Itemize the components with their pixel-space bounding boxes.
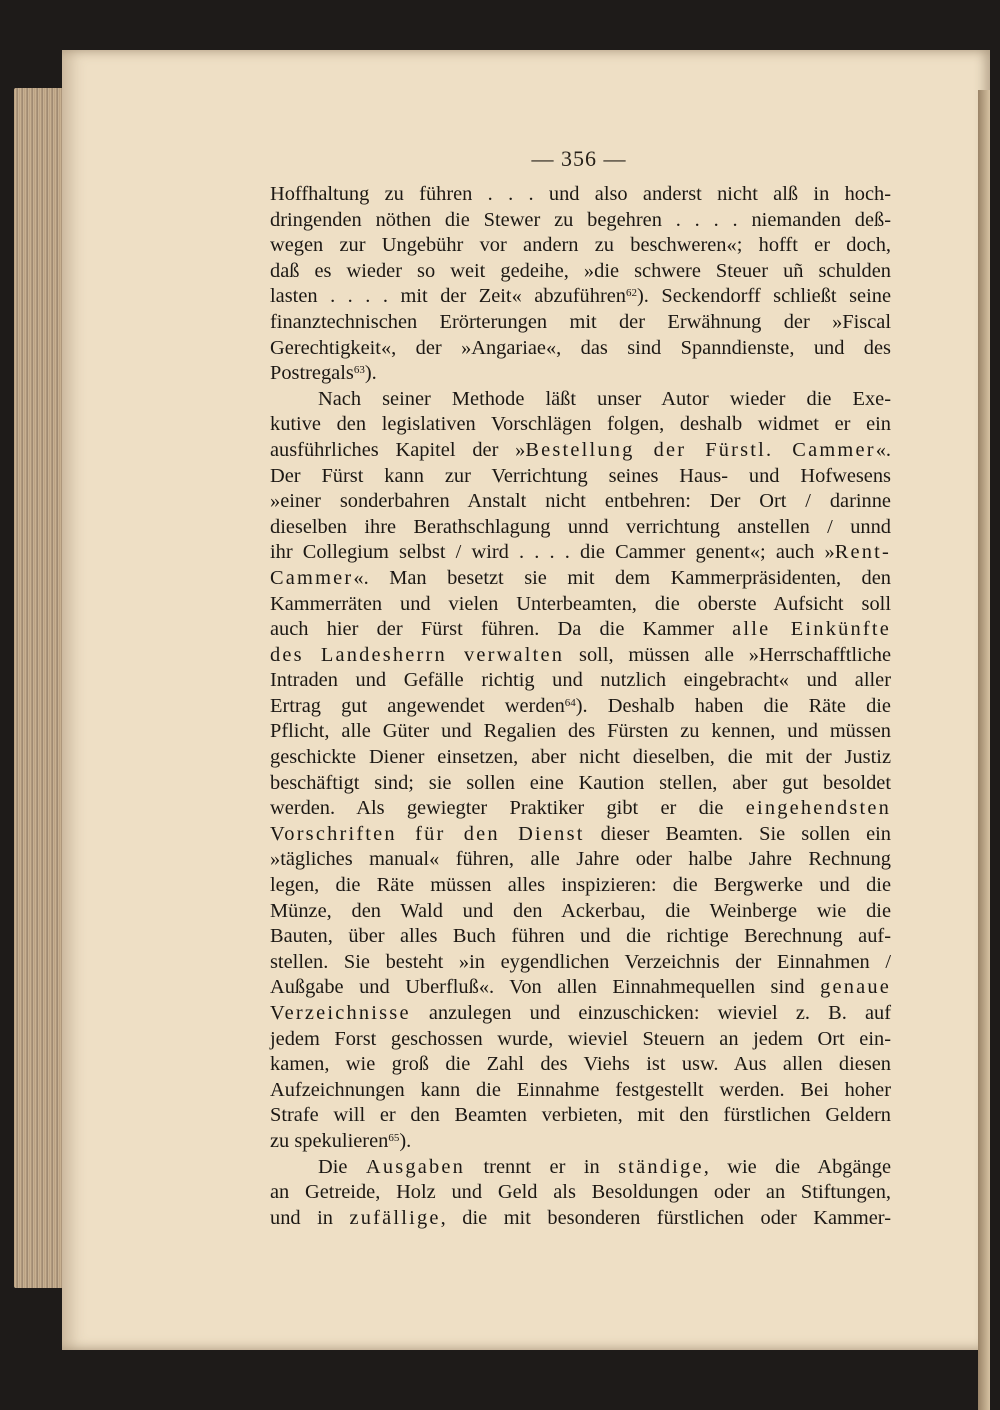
text-line — [270, 694, 891, 720]
text-line — [270, 873, 891, 899]
text-segment: trennt er in — [465, 1155, 619, 1178]
text-line — [270, 566, 891, 592]
text-segment: an Getreide, Holz und Geld als Besoldungen oder an Stiftungen, — [270, 1181, 891, 1204]
text-segment: kamen, wie groß die Zahl des Viehs ist usw. Aus allen diesen — [270, 1053, 891, 1076]
text-line — [270, 771, 891, 797]
book-gutter-edge — [978, 90, 990, 1410]
text-segment: Gerechtigkeit«, der »Angariae«, das sind Spanndienste, und des — [270, 336, 891, 359]
text-segment: Strafe will er den Beamten verbieten, mit den fürstlichen Geldern — [270, 1104, 891, 1127]
text-segment: soll, müssen alle »Herrschafftliche — [564, 643, 891, 666]
emphasized-text: zufällige — [349, 1206, 441, 1229]
text-line — [270, 822, 891, 848]
text-line — [270, 668, 891, 694]
text-line — [270, 208, 891, 234]
text-segment: ). — [399, 1129, 412, 1152]
text-segment: Münze, den Wald und den Ackerbau, die Weinberge wie die — [270, 899, 891, 922]
text-segment: auch hier der Fürst führen. Da die Kammer — [270, 618, 733, 641]
text-segment: finanztechnischen Erörterungen mit der Erwähnung der »Fiscal — [270, 310, 891, 333]
text-line — [270, 1027, 891, 1053]
text-segment: Nach seiner Methode läßt unser Autor wieder die Exe- — [318, 387, 891, 410]
text-segment: ). — [364, 362, 377, 385]
text-line — [270, 950, 891, 976]
text-line — [270, 489, 891, 515]
text-line — [270, 924, 891, 950]
text-segment: werden. Als gewiegter Praktiker gibt er die — [270, 797, 746, 820]
emphasized-text: Cammer — [270, 566, 354, 589]
text-line — [270, 336, 891, 362]
text-segment: Hoffhaltung zu führen . . . und also anderst nicht alß in hoch- — [270, 183, 891, 205]
text-line — [270, 1103, 891, 1129]
text-segment: Außgabe und Uberfluß«. Von allen Einnahmequellen sind — [270, 976, 821, 999]
text-line — [270, 438, 891, 464]
text-segment: stellen. Sie besteht »in eygendlichen Verzeichnis der Einnahmen / — [270, 950, 891, 973]
text-segment: , wie die Abgänge — [703, 1155, 891, 1178]
emphasized-text: genaue — [820, 976, 891, 999]
footnote-reference: 65 — [388, 1131, 400, 1144]
text-line — [270, 233, 891, 259]
page-number: — 356 — — [531, 146, 627, 171]
text-segment: ). Deshalb haben die Räte die — [575, 694, 891, 717]
text-line — [270, 1001, 891, 1027]
text-line — [270, 182, 891, 208]
text-line — [270, 1180, 891, 1206]
text-line — [270, 1129, 891, 1155]
text-segment: kutive den legislativen Vorschlägen folgen, deshalb widmet er ein — [270, 413, 891, 436]
text-segment: anzulegen und einzuschicken: wieviel z. B. auf — [410, 1002, 891, 1024]
text-line — [270, 310, 891, 336]
text-segment: beschäftigt sind; sie sollen eine Kaution stellen, aber gut besoldet — [270, 771, 891, 794]
text-line — [270, 464, 891, 490]
text-segment: ausführliches Kapitel der » — [270, 438, 526, 461]
text-segment: dieser Beamten. Sie sollen ein — [584, 822, 891, 845]
text-line — [270, 899, 891, 925]
emphasized-text: Ausgaben — [365, 1155, 466, 1178]
text-segment: lasten . . . . mit der Zeit« abzuführen — [270, 285, 626, 308]
emphasized-text: eingehendsten — [745, 797, 891, 820]
text-line — [270, 975, 891, 1001]
text-segment: geschickte Diener einsetzen, aber nicht dieselben, die mit der Justiz — [270, 746, 891, 769]
text-segment: »tägliches manual« führen, alle Jahre oder halbe Jahre Rechnung — [270, 848, 891, 871]
text-segment: «. Man besetzt sie mit dem Kammerpräsidenten, den — [353, 566, 891, 589]
text-segment: ihr Collegium selbst / wird . . . . die Cammer genent«; auch » — [270, 541, 835, 564]
text-line — [270, 745, 891, 771]
text-line — [270, 515, 891, 541]
text-line — [270, 719, 891, 745]
emphasized-text: Verzeichnisse — [270, 1002, 411, 1024]
footnote-reference: 64 — [564, 696, 576, 709]
text-segment: Bauten, über alles Buch führen und die richtige Berechnung auf- — [270, 925, 891, 948]
text-segment: daß es wieder so weit gedeihe, »die schwere Steuer uñ schulden — [270, 259, 891, 282]
text-segment: legen, die Räte müssen alles inspizieren: die Bergwerke und die — [270, 874, 891, 897]
text-segment: «. — [875, 438, 891, 461]
text-segment: Aufzeichnungen kann die Einnahme festgestellt werden. Bei hoher — [270, 1078, 891, 1101]
text-segment: ). Seckendorff schließt seine — [636, 285, 891, 308]
text-segment: dringenden nöthen die Stewer zu begehren . . . . niemanden deß- — [270, 208, 891, 231]
text-segment: dieselben ihre Berathschlagung unnd verrichtung anstellen / unnd — [270, 515, 891, 538]
text-segment: Ertrag gut angewendet werden — [270, 694, 565, 717]
text-segment: Kammerräten und vielen Unterbeamten, die oberste Aufsicht soll — [270, 592, 891, 615]
text-segment: Pflicht, alle Güter und Regalien des Fürsten zu kennen, und müssen — [270, 720, 891, 743]
emphasized-text: alle Einkünfte — [732, 618, 891, 641]
text-segment: wegen zur Ungebühr vor andern zu beschweren«; hofft er doch, — [270, 234, 891, 257]
text-line — [270, 412, 891, 438]
text-segment: und in — [270, 1206, 350, 1229]
text-segment: »einer sonderbahren Anstalt nicht entbehren: Der Ort / darinne — [270, 490, 891, 513]
text-line — [270, 361, 891, 387]
emphasized-text: Rent- — [834, 541, 891, 564]
text-segment: zu spekulieren — [270, 1129, 389, 1152]
emphasized-text: des Landesherrn verwalten — [270, 643, 565, 666]
text-line — [270, 1078, 891, 1104]
text-line — [270, 643, 891, 669]
text-line — [270, 284, 891, 310]
text-line — [270, 617, 891, 643]
text-line — [270, 1052, 891, 1078]
body-text — [270, 182, 891, 1231]
text-segment: Der Fürst kann zur Verrichtung seines Haus- und Hofwesens — [270, 464, 891, 487]
text-segment: Intraden und Gefälle richtig und nutzlich eingebracht« und aller — [270, 669, 891, 692]
text-segment: Postregals — [270, 362, 354, 385]
text-segment: jedem Forst geschossen wurde, wieviel Steuern an jedem Ort ein- — [270, 1027, 891, 1050]
emphasized-text: Vorschriften für den Dienst — [270, 822, 585, 845]
text-line — [270, 796, 891, 822]
footnote-reference: 63 — [353, 364, 365, 377]
text-line — [270, 259, 891, 285]
text-line — [270, 387, 891, 413]
text-line — [270, 1206, 891, 1232]
text-segment: , die mit besonderen fürstlichen oder Kammer- — [440, 1206, 891, 1229]
text-line — [270, 1155, 891, 1181]
text-line — [270, 847, 891, 873]
text-line — [270, 540, 891, 566]
emphasized-text: Bestellung der Fürstl. Cammer — [525, 438, 876, 461]
text-line — [270, 592, 891, 618]
footnote-reference: 62 — [625, 287, 637, 300]
emphasized-text: ständige — [618, 1155, 704, 1178]
text-segment: Die — [318, 1155, 366, 1178]
